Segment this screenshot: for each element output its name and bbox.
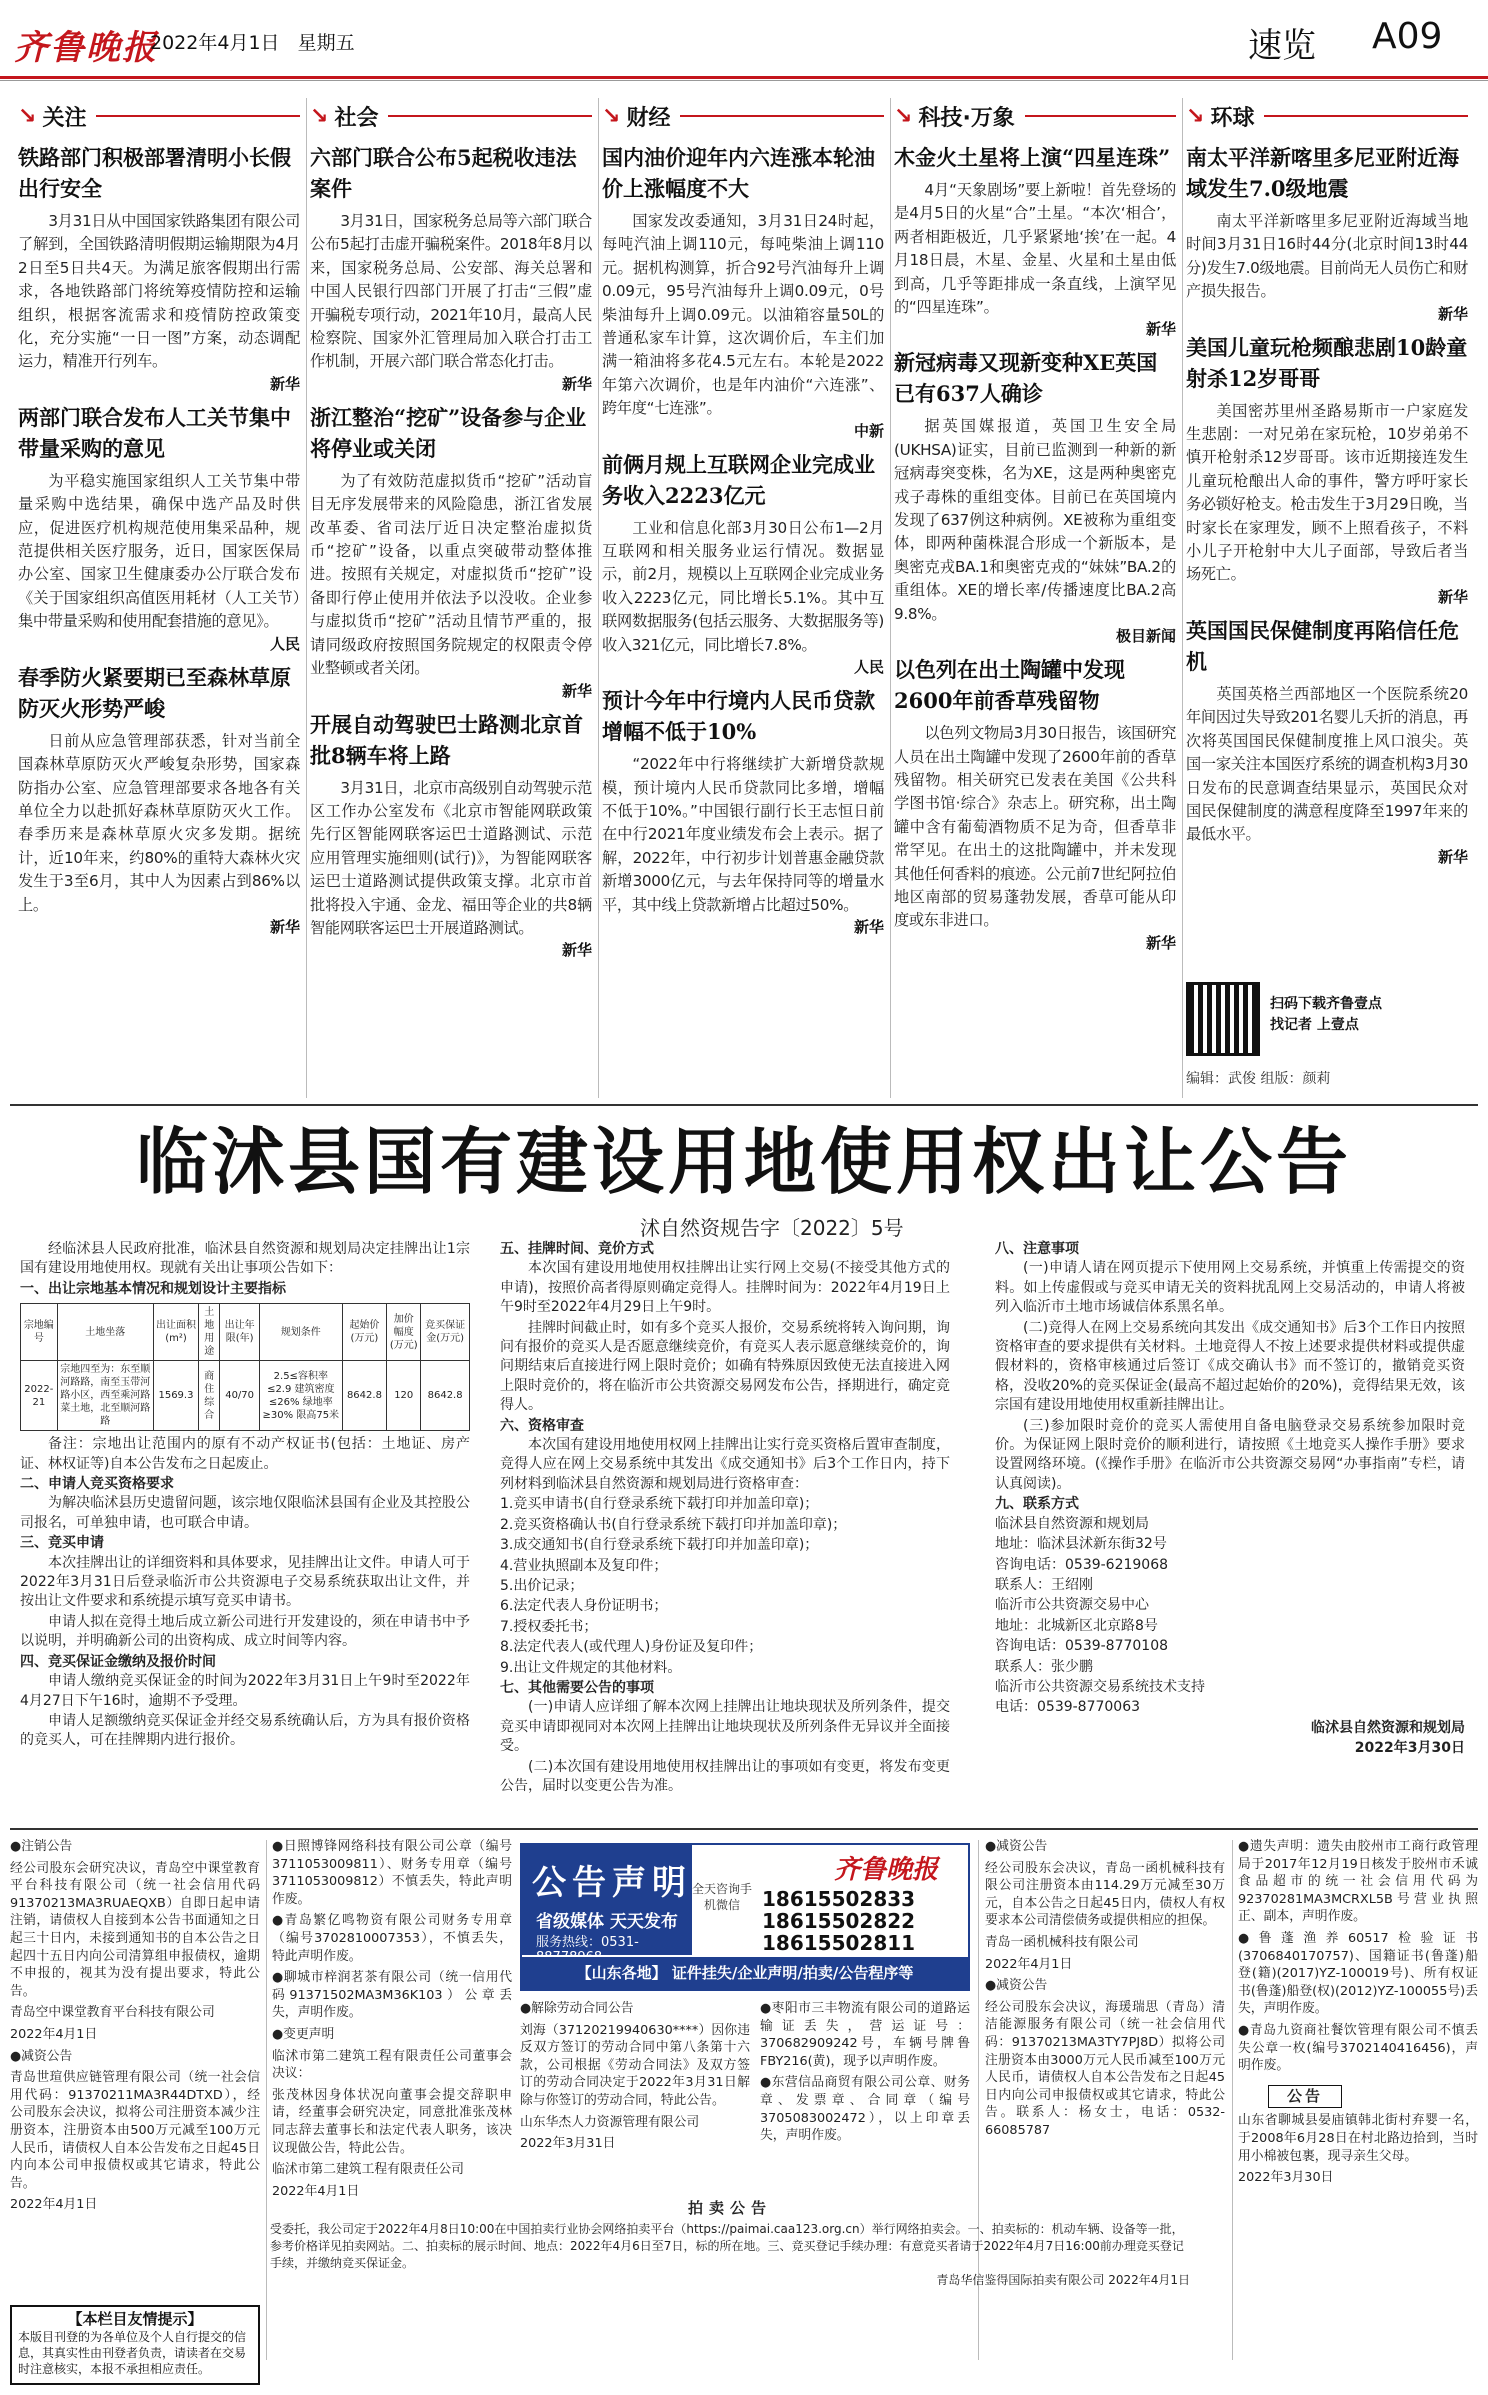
notice-section-heading: 三、竞买申请 — [20, 1535, 104, 1552]
notice-paragraph: 为解决临沭县历史遗留问题，该宗地仅限临沭县国有企业及其控股公司报名，可单独申请，也可联合申请。 — [20, 1495, 470, 1531]
news-article — [1186, 142, 1468, 324]
column-divider — [598, 98, 599, 1098]
article-headline: 预计今年中行境内人民币贷款增幅不低于10% — [602, 688, 875, 745]
notice-section-heading: 九、联系方式 — [995, 1496, 1079, 1513]
small-ad-text: 山东省聊城县晏庙镇韩北街村弃婴一名，于2008年6月28日在村北路边拾到，当时用小棉被包裹，现寻亲生父母。 — [1238, 2113, 1478, 2164]
article-body: 国家发改委通知，3月31日24时起，每吨汽油上调110元，每吨柴油上调110元。据机构测算，折合92号汽油每升上调0.09元，95号汽油每升上调0.09元，0号柴油每升上调0.09元。以油箱容量50L的普通私家车计算，这次调价后，车主们加满一箱油将多花4.5元左右。本轮是2022年第六次调价，也是年内油价“六连涨”、跨年度“七连涨”。 — [602, 212, 884, 418]
column-divider — [1182, 98, 1183, 1098]
small-ad-text: 2022年4月1日 — [10, 2197, 98, 2213]
notice-note: 备注：宗地出让范围内的原有不动产权证书(包括：土地证、房产证、林权证等)自本公告发布之日起废止。 — [20, 1436, 470, 1472]
table-row — [21, 1361, 470, 1431]
auction-contact: 青岛华信鉴得国际拍卖有限公司 2022年4月1日 — [936, 2273, 1190, 2287]
column-divider — [890, 98, 891, 1098]
ads-top-rule — [10, 1828, 1478, 1830]
news-article — [310, 709, 592, 961]
small-ad-text: 青岛世瑄供应链管理有限公司（统一社会信用代码：91370211MA3R44DTXD），经公司股东会决议，拟将公司注册资本减少注册资本，注册资本由500万元减至100万元人民币，请债权人自本公告发布之日起45日内向本公司申报债权或其它请求，特此公告。 — [10, 2070, 260, 2191]
notice-column-3 — [995, 1240, 1465, 1820]
notice-paragraph: 申请人缴纳竞买保证金的时间为2022年3月31日上午9时至2022年4月27日下午16时，逾期不予受理。 — [20, 1673, 470, 1709]
column-tag-label: 社会 — [334, 105, 379, 131]
material-item: 9.出让文件规定的其他材料。 — [500, 1659, 682, 1676]
news-article — [894, 347, 1176, 646]
masthead — [0, 0, 1488, 86]
column-divider — [1232, 1840, 1233, 2360]
contact-line: 地址：临沭县沭新东街32号 — [995, 1536, 1167, 1553]
news-article — [894, 654, 1176, 953]
table-cell: 8642.8 — [421, 1361, 470, 1431]
table-header-cell: 起始价(万元) — [342, 1304, 387, 1361]
notice-signature: 临沭县自然资源和规划局 — [1311, 1719, 1465, 1736]
article-body: 据英国媒报道，英国卫生安全局(UKHSA)证实，目前已监测到一种新的新冠病毒突变株，名为XE，这是两种奥密克戎子毒株的重组变体。目前已在英国境内发现了637例这种病例。XE被称为重组变体，即两种菌株混合形成一个新版本，是奥密克戎BA.1和奥密克戎的“妹妹”BA.2的重组体。XE的增长率/传播速度比BA.2高9.8%。 — [894, 417, 1176, 623]
small-ad-text: ●减资公告 — [985, 1978, 1048, 1994]
notice-paragraph: (一)申请人应详细了解本次网上挂牌出让地块现状及所列条件，提交竞买申请即视同对本次网上挂牌出让地块现状及所列条件无异议并全面接受。 — [500, 1699, 950, 1755]
small-ad-text: ●青岛繁亿鸣物资有限公司财务专用章（编号3702810007353），不慎丢失，特此声明作废。 — [272, 1913, 512, 1964]
qr-text: 扫码下载齐鲁壹点 — [1270, 996, 1382, 1012]
ad-strip: 【山东各地】 证件挂失/企业声明/拍卖/公告程序等 — [522, 1957, 968, 1989]
small-ad-text: 经公司股东会研究决议，青岛空中课堂教育平台科技有限公司（统一社会信用代码91370213MA3RUAEQXB）自即日起申请注销，请债权人自接到本公告书面通知之日起三十日内，未接到通知书的自本公告之日起四十五日内向公司清算组申报债权，逾期不申报的，视其为没有提出要求，特此公告。 — [10, 1860, 260, 1999]
article-body: “2022年中行将继续扩大新增贷款规模，预计境内人民币贷款同比多增，增幅不低于10%。”中国银行副行长王志恒日前在中行2021年度业绩发布会上表示。据了解，2022年，中行初步计划普惠金融贷款新增3000亿元，与去年保持同等的增量水平，其中线上贷款新增占比超过50%。 — [602, 755, 884, 914]
news-article — [18, 142, 300, 394]
tag-rule — [1025, 115, 1176, 117]
article-source: 新华 — [561, 941, 592, 960]
tag-rule — [96, 115, 300, 117]
table-cell: 2022-21 — [21, 1361, 58, 1431]
notice-section-heading: 一、出让宗地基本情况和规划设计主要指标 — [20, 1280, 286, 1297]
table-header-cell: 出让年限(年) — [220, 1304, 260, 1361]
notice-paragraph: 申请人足额缴纳竞买保证金并经交易系统确认后，方为具有报价资格的竞买人，可在挂牌期内进行报价。 — [20, 1712, 470, 1749]
table-cell: 2.5≤容积率≤2.9 建筑密度≤26% 绿地率≥30% 限高75米 — [259, 1361, 342, 1431]
material-item: 5.出价记录； — [500, 1577, 584, 1594]
notice-column-2 — [500, 1240, 950, 1820]
notice-title: 临沭县国有建设用地使用权出让公告 — [135, 1119, 1352, 1204]
notice-badge: 公告 — [1268, 2085, 1342, 2109]
corner-mark-icon: ↘ — [602, 103, 621, 129]
notice-top-rule — [10, 1104, 1478, 1106]
news-column — [18, 98, 300, 1100]
small-ad-text: 2022年4月1日 — [272, 2183, 360, 2198]
qr-caption — [1270, 994, 1382, 1036]
news-article — [602, 685, 884, 937]
material-item: 7.授权委托书； — [500, 1618, 598, 1635]
article-headline: 浙江整治“挖矿”设备参与企业将停业或关闭 — [310, 404, 587, 461]
column-tag-label: 财经 — [626, 105, 671, 131]
news-article — [1186, 332, 1468, 607]
contact-line: 电话：0539-8770063 — [995, 1699, 1141, 1716]
article-headline: 六部门联合公布5起税收违法案件 — [310, 145, 577, 201]
article-headline: 木金火土星将上演“四星连珠” — [894, 145, 1171, 170]
contact-list — [995, 1515, 1465, 1718]
material-item: 1.竞买申请书(自行登录系统下载打印并加盖印章)； — [500, 1496, 819, 1513]
news-column — [310, 98, 592, 1100]
article-source: 中新 — [853, 421, 884, 440]
notice-paragraph: 申请人拟在竞得土地后成立新公司进行开发建设的，须在申请书中予以说明，并明确新公司的出资构成、成立时间等内容。 — [20, 1613, 470, 1650]
article-source: 新华 — [269, 374, 300, 393]
ad-hotline: 服务热线：0531- — [536, 1935, 639, 1950]
auction-title: 拍卖公告 — [687, 2200, 772, 2217]
table-cell: 1569.3 — [153, 1361, 198, 1431]
notice-paragraph: 本次挂牌出让的详细资料和具体要求，见挂牌出让文件。申请人可于2022年3月31日后登录临沂市公共资源电子交易系统获取出让文件，并按出让文件要求和系统提示填写竞买申请书。 — [20, 1554, 470, 1610]
table-cell: 120 — [387, 1361, 421, 1431]
corner-mark-icon: ↘ — [18, 103, 37, 129]
weekday-text: 星期五 — [297, 32, 355, 54]
table-header-cell: 土地用途 — [199, 1304, 220, 1361]
ad-logo: 齐鲁晚报 — [834, 1855, 939, 1885]
small-ad-text: 青岛一函机械科技有限公司 — [985, 1934, 1139, 1950]
article-body: 4月“天象剧场”要上新啦！首先登场的是4月5日的火星“合”土星。“本次‘相合’，两者相距极近，几乎紧紧地‘挨’在一起。4月18日晨，木星、金星、火星和土星由低到高，几乎等距排成一条直线，上演罕见的“四星连珠”。 — [894, 181, 1176, 317]
material-item: 2.竞买资格确认书(自行登录系统下载打印并加盖印章)； — [500, 1516, 847, 1533]
notice-section-heading: 八、注意事项 — [995, 1241, 1079, 1257]
date-text: 2022年4月1日 — [150, 32, 280, 54]
article-headline: 前俩月规上互联网企业完成业务收入2223亿元 — [602, 451, 875, 508]
ads-column-2 — [272, 1838, 512, 2198]
article-headline: 美国儿童玩枪频酿悲剧10龄童射杀12岁哥哥 — [1186, 334, 1468, 391]
qr-text-2: 找记者 上壹点 — [1270, 1017, 1359, 1033]
newspaper-logo: 齐鲁晚报 — [14, 28, 158, 68]
article-source: 新华 — [561, 374, 592, 393]
column-tag-label: 科技·万象 — [918, 105, 1015, 131]
ads-column-5 — [985, 1838, 1225, 2198]
small-ad-text: 经公司股东会决议，青岛一函机械科技有限公司注册资本由114.29万元减至30万元，自本公告之日起45日内，债权人有权要求本公司清偿债务或提供相应的担保。 — [985, 1860, 1225, 1929]
column-tag — [894, 98, 1176, 134]
section-name: 速览 — [1248, 26, 1316, 66]
small-ad-text: ●青岛九资商社餐饮管理有限公司不慎丢失公章一枚(编号3702140416456)，声明作废。 — [1238, 2022, 1478, 2074]
contact-line: 临沂市公共资源交易系统技术支持 — [995, 1678, 1205, 1695]
notice-paragraph: 挂牌时间截止时，如有多个竞买人报价，交易系统将转入询问期，询问有报价的竞买人是否愿意继续竞价，有竞买人表示愿意继续竞价的，询问期结束后直接进行网上限时竞价；如确有特殊原因致使无法直接进入网上限时竞价的，将在临沂市公共资源交易网发布公告，择期进行，确定竞得人。 — [500, 1319, 950, 1414]
news-article — [1186, 615, 1468, 867]
material-item: 6.法定代表人身份证明书； — [500, 1598, 668, 1615]
article-body: 为了有效防范虚拟货币“挖矿”活动盲目无序发展带来的风险隐患，浙江省发展改革委、省司法厅近日决定整治虚拟货币“挖矿”设备，以重点突破带动整体推进。按照有关规定，对虚拟货币“挖矿”设备即行停止使用并依法予以没收。企业参与虚拟货币“挖矿”活动且情节严重的，报请同级政府按照国务院规定的权限责令停业整顿或者关闭。 — [310, 471, 592, 678]
column-tag — [18, 98, 300, 134]
contact-line: 咨询电话：0539-8770108 — [995, 1638, 1169, 1655]
article-source: 新华 — [1437, 304, 1468, 323]
article-body: 日前从应急管理部获悉，针对当前全国森林草原防灭火严峻复杂形势，国家森防指办公室、应急管理部要求各地各有关单位全力以赴抓好森林草原防灭火工作。春季历来是森林草原火灾多发期。据统计，近10年来，约80%的重特大森林火灾发生于3至6月，其中人为因素占到86%以上。 — [18, 731, 300, 914]
table-header-cell: 竞买保证金(万元) — [421, 1304, 470, 1361]
table-cell: 商住综合 — [199, 1361, 220, 1431]
contact-line: 咨询电话：0539-6219068 — [995, 1556, 1169, 1573]
ad-tag: 全天咨询手机微信 — [692, 1882, 753, 1912]
table-header-cell: 宗地编号 — [21, 1304, 58, 1361]
news-column — [1186, 98, 1468, 1100]
tag-rule — [388, 115, 592, 117]
article-source: 新华 — [269, 917, 300, 936]
small-ad-text: ●减资公告 — [985, 1839, 1048, 1854]
small-ad-text: ●减资公告 — [10, 2048, 73, 2064]
ad-subtitle: 省级媒体 天天发布 — [536, 1912, 678, 1932]
news-article — [602, 142, 884, 441]
small-ad-text: ●遗失声明：遗失由胶州市工商行政管理局于2017年12月19日核发于胶州市禾诚食品超市的统一社会信用代码为92370281MA3MCRXL5B号营业执照正、副本，声明作废。 — [1238, 1839, 1478, 1925]
article-source: 新华 — [853, 917, 884, 936]
editor-credit: 编辑：武俊 组版：颜莉 — [1186, 1071, 1331, 1087]
news-article — [310, 142, 592, 394]
small-ad-text: 临沭市第二建筑工程有限责任公司 — [272, 2162, 464, 2178]
news-column — [602, 98, 884, 1100]
ad-banner-left — [522, 1845, 692, 1955]
article-body: 3月31日从中国国家铁路集团有限公司了解到，全国铁路清明假期运输期限为4月2日至5日共4天。为满足旅客假期出行需求，各地铁路部门将统筹疫情防控和运输组织，根据客流需求和疫情防控政策变化，充分实施“一日一图”方案，动态调配运力，精准开行列车。 — [18, 212, 300, 371]
ads-column-6 — [1238, 1838, 1478, 2358]
article-source: 新华 — [1145, 933, 1176, 952]
article-source: 人民 — [269, 634, 300, 653]
notice-section-heading: 二、申请人竞买资格要求 — [20, 1476, 174, 1493]
notice-intro: 经临沭县人民政府批准，临沭县自然资源和规划局决定挂牌出让1宗国有建设用地使用权。现就有关出让事项公告如下： — [20, 1241, 470, 1277]
material-list — [500, 1495, 950, 1678]
news-article — [602, 449, 884, 677]
column-tag — [602, 98, 884, 134]
small-ad-text: 临沭市第二建筑工程有限责任公司董事会决议： — [272, 2048, 512, 2082]
contact-line: 临沂市公共资源交易中心 — [995, 1597, 1149, 1614]
column-tag — [310, 98, 592, 134]
notice-section-heading: 四、竞买保证金缴纳及报价时间 — [20, 1653, 216, 1670]
qr-code-icon — [1186, 982, 1260, 1056]
article-body: 3月31日，北京市高级别自动驾驶示范区工作办公室发布《北京市智能网联政策先行区智能网联客运巴士道路测试、示范应用管理实施细则(试行)》，为智能网联客运巴士道路测试提供政策支撑。北京市首批将投入宇通、金龙、福田等企业的共8辆智能网联客运巴士开展道路测试。 — [310, 778, 592, 937]
ad-phone: 18615502822 — [762, 1909, 916, 1933]
notice-paragraph: 本次国有建设用地使用权网上挂牌出让实行竞买资格后置审查制度，竞得人应在网上交易系统中其发出《成交通知书》后3个工作日内，持下列材料到临沭县自然资源和规划局进行资格审查： — [500, 1437, 950, 1492]
contact-line: 联系人：张少鹏 — [995, 1658, 1093, 1675]
page-number: A09 — [1372, 16, 1443, 57]
notice-paragraph: (二)本次国有建设用地使用权挂牌出让的事项如有变更，将发布变更公告，届时以变更公告为准。 — [500, 1758, 950, 1794]
column-tip-box — [10, 2305, 260, 2385]
news-article — [18, 402, 300, 654]
small-ad-text: ●解除劳动合同公告 — [520, 2001, 634, 2016]
land-table — [20, 1303, 470, 1431]
table-header-cell: 土地坐落 — [57, 1304, 153, 1361]
article-body: 美国密苏里州圣路易斯市一户家庭发生悲剧：一对兄弟在家玩枪，10岁弟弟不慎开枪射杀12岁哥哥。该市近期接连发生儿童玩枪酿出人命的事件，警方呼吁家长务必锁好枪支。枪击发生于3月29日晚，当时家长在家理发，顾不上照看孩子，不料小儿子开枪射中大儿子面部，导致后者当场死亡。 — [1186, 401, 1468, 584]
ad-phone: 18615502833 — [762, 1887, 916, 1911]
small-ad-text: 刘海（37120219940630****）因你违反双方签订的劳动合同中第八条第十六款，公司根据《劳动合同法》及双方签订的劳动合同决定于2022年3月31日解除与你签订的劳动合同，特此公告。 — [520, 2022, 750, 2108]
ads-column-1 — [10, 1838, 260, 2358]
table-cell: 宗地四至为：东至顺河路路，南至玉带河路小区，西至乘河路菜土地，北至顺河路路 — [57, 1361, 153, 1431]
column-divider — [306, 98, 307, 1098]
article-body: 以色列文物局3月30日报告，该国研究人员在出土陶罐中发现了2600年前的香草残留物。相关研究已发表在美国《公共科学图书馆·综合》杂志上。研究称，出土陶罐中含有葡萄酒物质不足为奇，但香草非常罕见。在出土的这批陶罐中，并未发现其他任何香料的痕迹。公元前7世纪阿拉伯地区南部的贸易蓬勃发展，香草可能从印度或东非进口。 — [894, 724, 1176, 930]
article-body: 南太平洋新喀里多尼亚附近海域当地时间3月31日16时44分(北京时间13时44分)发生7.0级地震。目前尚无人员伤亡和财产损失报告。 — [1186, 212, 1468, 301]
header-rule-thin — [0, 80, 1488, 81]
table-cell: 40/70 — [220, 1361, 260, 1431]
table-header-row — [21, 1304, 470, 1361]
small-ad-text: ●东营信品商贸有限公司公章、财务章、发票章、合同章（编号3705083002472），以上印章丢失，声明作废。 — [760, 2075, 970, 2144]
tip-title: 【本栏目友情提示】 — [67, 2310, 203, 2328]
article-body: 3月31日，国家税务总局等六部门联合公布5起打击虚开骗税案件。2018年8月以来，国家税务总局、公安部、海关总署和中国人民银行四部门开展了打击“三假”虚开骗税专项行动，2021年10月，最高人民检察院、国家外汇管理局加入联合打击工作机制，开展六部门联合常态化打击。 — [310, 212, 592, 371]
corner-mark-icon: ↘ — [310, 103, 329, 129]
article-headline: 铁路部门积极部署清明小长假出行安全 — [18, 145, 291, 201]
article-headline: 国内油价迎年内六连涨本轮油价上涨幅度不大 — [602, 145, 875, 201]
contact-line: 临沭县自然资源和规划局 — [995, 1515, 1149, 1532]
material-item: 4.营业执照副本及复印件； — [500, 1557, 668, 1574]
article-source: 新华 — [561, 681, 592, 700]
small-ad-text: 2022年3月30日 — [1238, 2170, 1334, 2186]
header-rule — [0, 76, 1488, 79]
table-header-cell: 出让面积(m²) — [153, 1304, 198, 1361]
column-divider — [266, 1840, 267, 2360]
small-ad-text: ●鲁蓬渔养60517检验证书(3706840170757)、国籍证书(鲁蓬)船登(籍)(2017)YZ-100019号)、所有权证书(鲁蓬)船登(权)(2012)YZ-100055号)丢失，声明作废。 — [1238, 1930, 1478, 2017]
article-body: 为平稳实施国家组织人工关节集中带量采购中选结果，确保中选产品及时供应，促进医疗机构规范使用集采品种，规范提供相关医疗服务，近日，国家医保局办公室、国家卫生健康委办公厅联合发布《关于国家组织高值医用耗材（人工关节）集中带量采购和使用配套措施的意见》。 — [18, 471, 300, 631]
notice-section-heading: 七、其他需要公告的事项 — [500, 1679, 654, 1696]
small-ad-text: 2022年4月1日 — [985, 1956, 1073, 1972]
article-headline: 新冠病毒又现新变种XE英国已有637人确诊 — [894, 350, 1158, 407]
small-ad-text: 2022年3月31日 — [520, 2136, 616, 2152]
article-body: 英国英格兰西部地区一个医院系统20年间因过失导致201名婴儿夭折的消息，再次将英国国民保健制度推上风口浪尖。英国一家关注本国医疗系统的调查机构3月30日发布的民意调查结果显示，英国民众对国民保健制度的满意程度降至1997年来的最低水平。 — [1186, 684, 1468, 844]
notice-section-heading: 五、挂牌时间、竞价方式 — [500, 1241, 654, 1257]
ad-phone: 18615502811 — [762, 1931, 916, 1955]
small-ad-text: 山东华杰人力资源管理有限公司 — [520, 2114, 700, 2130]
small-ad-text: ●日照博锋网络科技有限公司公章（编号3711053009811）、财务专用章（编号3711053009812）不慎丢失，特此声明作废。 — [272, 1839, 512, 1907]
article-source: 极目新闻 — [1115, 627, 1176, 646]
small-ad-text: 张茂林因身体状况向董事会提交辞职申请，经董事会研究决定，同意批准张茂林同志辞去董事长和法定代表人职务，该决议现做公告，特此公告。 — [272, 2087, 512, 2156]
small-ad-text: 经公司股东会决议，海瑗瑞思（青岛）清洁能源服务有限公司（统一社会信用代码：91370213MA3TY7PJ8D）拟将公司注册资本由3000万元人民币减至100万元人民币，请债权人自本公告发布之日起45日内向公司申报债权或其它请求，特此公告。联系人：杨女士，电话：0532-66085787 — [985, 1999, 1225, 2138]
auction-body: 受委托，我公司定于2022年4月8日10:00在中国拍卖行业协会网络拍卖平台（https://paimai.caa123.org.cn）举行网络拍卖会。一、拍卖标的：机动车辆、设备等一批，参考价格详见拍卖网站。二、拍卖标的展示时间、地点：2022年4月6日至7日，标的所在地。三、竞买登记手续办理：有意竞买者请于2022年4月7日16:00前办理竞买登记手续，并缴纳竞买保证金。 — [270, 2222, 1184, 2270]
auction-notice — [270, 2200, 1190, 2360]
article-headline: 春季防火紧要期已至森林草原防灭火形势严峻 — [18, 664, 291, 721]
contact-line: 联系人：王绍刚 — [995, 1576, 1093, 1593]
news-article — [894, 142, 1176, 339]
tip-body: 本版目刊登的为各单位及个人自行提交的信息，其真实性由刊登者负责，请读者在交易时注意核实，本报不承担相应责任。 — [18, 2330, 247, 2376]
article-headline: 英国国民保健制度再陷信任危机 — [1186, 617, 1459, 674]
small-ad-text: ●枣阳市三丰物流有限公司的道路运输证丢失，营运证号：370682909242号，车辆号牌鲁FBY216(黄)，现予以声明作废。 — [760, 2001, 970, 2069]
ad-banner — [520, 1843, 970, 1991]
article-headline: 两部门联合发布人工关节集中带量采购的意见 — [18, 404, 291, 461]
material-item: 3.成交通知书(自行登录系统下载打印并加盖印章)； — [500, 1537, 819, 1554]
column-tag — [1186, 98, 1468, 134]
notice-section-heading: 六、资格审查 — [500, 1417, 584, 1434]
article-source: 新华 — [1437, 847, 1468, 866]
small-ad-text: ●注销公告 — [10, 1839, 73, 1854]
table-cell: 8642.8 — [342, 1361, 387, 1431]
article-body: 工业和信息化部3月30日公布1—2月互联网和相关服务业运行情况。数据显示，前2月，规模以上互联网企业完成业务收入2223亿元，同比增长5.1%。其中互联网数据服务(包括云服务、大数据服务等)收入321亿元，同比增长7.8%。 — [602, 518, 884, 654]
news-column — [894, 98, 1176, 1100]
issue-date — [150, 28, 355, 55]
column-tag-label: 关注 — [42, 105, 87, 131]
material-item: 8.法定代表人(或代理人)身份证及复印件； — [500, 1639, 763, 1656]
news-article — [310, 402, 592, 701]
ads-column-4 — [760, 2000, 970, 2190]
corner-mark-icon: ↘ — [1186, 103, 1205, 129]
notice-paragraph: (一)申请人请在网页提示下使用网上交易系统，并慎重上传需提交的资料。如上传虚假或与竞买申请无关的资料扰乱网上交易活动的，申请人将被列入临沂市土地市场诚信体系黑名单。 — [995, 1260, 1465, 1316]
notice-paragraph: 本次国有建设用地使用权挂牌出让实行网上交易(不接受其他方式的申请)，按照价高者得原则确定竞得人。挂牌时间为：2022年4月19日上午9时至2022年4月29日上午9时。 — [500, 1260, 950, 1316]
notice-number: 沭自然资规告字〔2022〕5号 — [640, 1216, 904, 1240]
notice-paragraph: (二)竞得人在网上交易系统向其发出《成交通知书》后3个工作日内按照资格审查的要求提供有关材料。土地竞得人不按上述要求提供材料或提供虚假材料的，资格审核通过后签订《成交确认书》而不签订的，撤销竞买资格，没收20%的竞买保证金(最高不超过起始价的20%)，竞得结果无效，该宗国有建设用地使用权重新挂牌出让。 — [995, 1319, 1465, 1414]
tag-rule — [1264, 115, 1468, 117]
small-ad-text: 青岛空中课堂教育平台科技有限公司 — [10, 2005, 215, 2021]
article-source: 人民 — [853, 658, 884, 677]
table-header-cell: 加价幅度(万元) — [387, 1304, 421, 1361]
ad-title: 公告声明 — [532, 1863, 692, 1903]
table-header-cell: 规划条件 — [259, 1304, 342, 1361]
notice-date: 2022年3月30日 — [1354, 1740, 1465, 1757]
article-source: 新华 — [1145, 320, 1176, 339]
small-ad-text: ●变更声明 — [272, 2026, 335, 2042]
column-tag-label: 环球 — [1210, 105, 1255, 131]
ads-column-3 — [520, 2000, 750, 2190]
notice-paragraph: (三)参加限时竞价的竞买人需使用自备电脑登录交易系统参加限时竞价。为保证网上限时竞价的顺利进行，请按照《土地竞买人操作手册》要求设置网络环境。(《操作手册》在临沂市公共资源交易网“办事指南”专栏，请认真阅读)。 — [995, 1417, 1465, 1492]
article-headline: 南太平洋新喀里多尼亚附近海域发生7.0级地震 — [1186, 145, 1459, 201]
article-source: 新华 — [1437, 587, 1468, 606]
contact-line: 地址：北城新区北京路8号 — [995, 1617, 1158, 1634]
notice-column-1 — [20, 1240, 470, 1820]
small-ad-text: 2022年4月1日 — [10, 2026, 98, 2042]
tag-rule — [680, 115, 884, 117]
article-headline: 以色列在出土陶罐中发现2600年前香草残留物 — [894, 657, 1125, 714]
news-article — [18, 662, 300, 937]
article-headline: 开展自动驾驶巴士路测北京首批8辆车将上路 — [310, 711, 583, 768]
small-ad-text: ●聊城市梓润茗茶有限公司（统一信用代码91371502MA3M36K103）公章丢失，声明作废。 — [272, 1970, 512, 2021]
corner-mark-icon: ↘ — [894, 103, 913, 129]
